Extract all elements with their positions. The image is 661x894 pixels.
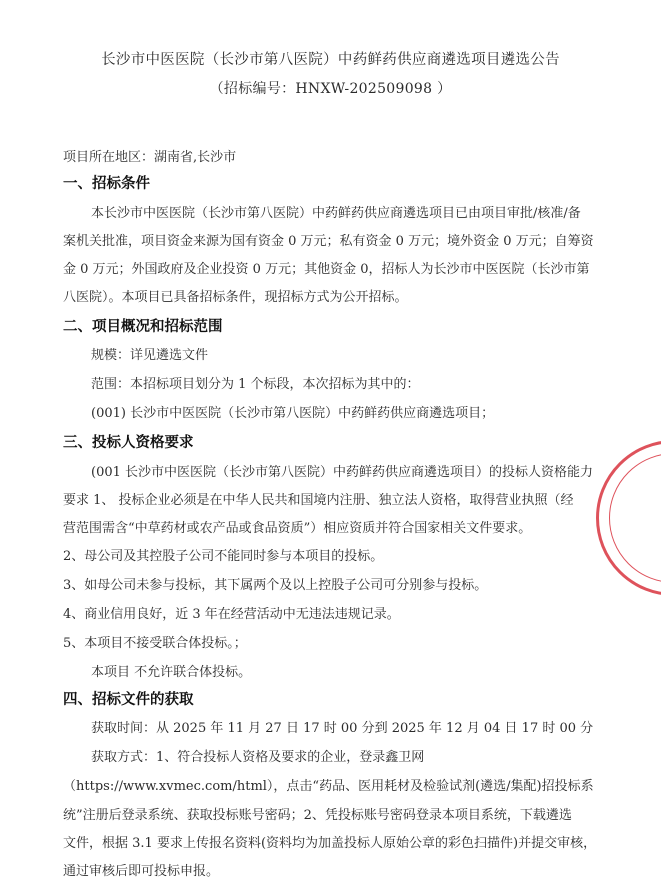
- paragraph-line: 3、如母公司未参与投标，其下属两个及以上控股子公司可分别参与投标。: [63, 578, 488, 593]
- paragraph-line: 要求 1、 投标企业必须是在中华人民共和国境内注册、独立法人资格，取得营业执照（经: [63, 493, 574, 508]
- section-heading-1: 一、招标条件: [63, 176, 150, 192]
- paragraph-line: 本项目 不允许联合体投标。: [91, 665, 252, 680]
- paragraph-line: 获取方式：1、符合投标人资格及要求的企业，登录鑫卫网: [91, 750, 425, 765]
- section-heading-4: 四、招标文件的获取: [63, 692, 194, 708]
- notice-title: 长沙市中医医院（长沙市第八医院）中药鲜药供应商遴选项目遴选公告: [101, 52, 560, 68]
- paragraph-line: 八医院）。本项目已具备招标条件，现招标方式为公开招标。: [63, 290, 408, 305]
- paragraph-line: 金 0 万元；外国政府及企业投资 0 万元；其他资金 0，招标人为长沙市中医医院（长沙市第: [63, 262, 590, 277]
- section-heading-2: 二、项目概况和招标范围: [63, 319, 223, 335]
- paragraph-line: （https://www.xvmec.com/html），点击“药品、医用耗材及检验试剂(遴选/集配)招投标系: [63, 779, 594, 794]
- paragraph-line: 本长沙市中医医院（长沙市第八医院）中药鲜药供应商遴选项目已由项目审批/核准/备: [91, 206, 581, 221]
- lot-line: (001) 长沙市中医医院（长沙市第八医院）中药鲜药供应商遴选项目；: [91, 406, 495, 421]
- paragraph-line: 4、商业信用良好，近 3 年在经营活动中无违法违规记录。: [63, 607, 400, 622]
- section-heading-3: 三、投标人资格要求: [63, 435, 194, 451]
- scope-line: 范围：本招标项目划分为 1 个标段，本次招标为其中的：: [91, 377, 420, 392]
- paragraph-line: 5、本项目不接受联合体投标。；: [63, 636, 247, 651]
- tender-number: （招标编号：HNXW-202509098 ）: [209, 81, 452, 97]
- paragraph-line: 通过审核后即可投标申报。: [63, 864, 220, 879]
- paragraph-line: 案机关批准，项目资金来源为国有资金 0 万元；私有资金 0 万元；境外资金 0 万元；自筹资: [63, 234, 594, 249]
- paragraph-line: 文件，根据 3.1 要求上传报名资料(资料均为加盖投标人原始公章的彩色扫描件)并提交审核，: [63, 836, 597, 851]
- stamp-inner-ring: [609, 453, 661, 583]
- paragraph-line: 统”注册后登录系统、获取投标账号密码；2、凭投标账号密码登录本项目系统，下载遴选: [63, 808, 572, 823]
- scale-line: 规模：详见遴选文件: [91, 348, 209, 363]
- paragraph-line: (001 长沙市中医医院（长沙市第八医院）中药鲜药供应商遴选项目）的投标人资格能力: [91, 465, 594, 480]
- project-region: 项目所在地区：湖南省,长沙市: [63, 150, 237, 165]
- paragraph-line: 营范围需含“中草药材或农产品或食品资质”）相应资质并符合国家相关文件要求。: [63, 521, 532, 536]
- acquisition-time: 获取时间：从 2025 年 11 月 27 日 17 时 00 分到 2025 年 12 月 04 日 17 时 00 分: [91, 721, 594, 736]
- paragraph-line: 2、母公司及其控股子公司不能同时参与本项目的投标。: [63, 549, 384, 564]
